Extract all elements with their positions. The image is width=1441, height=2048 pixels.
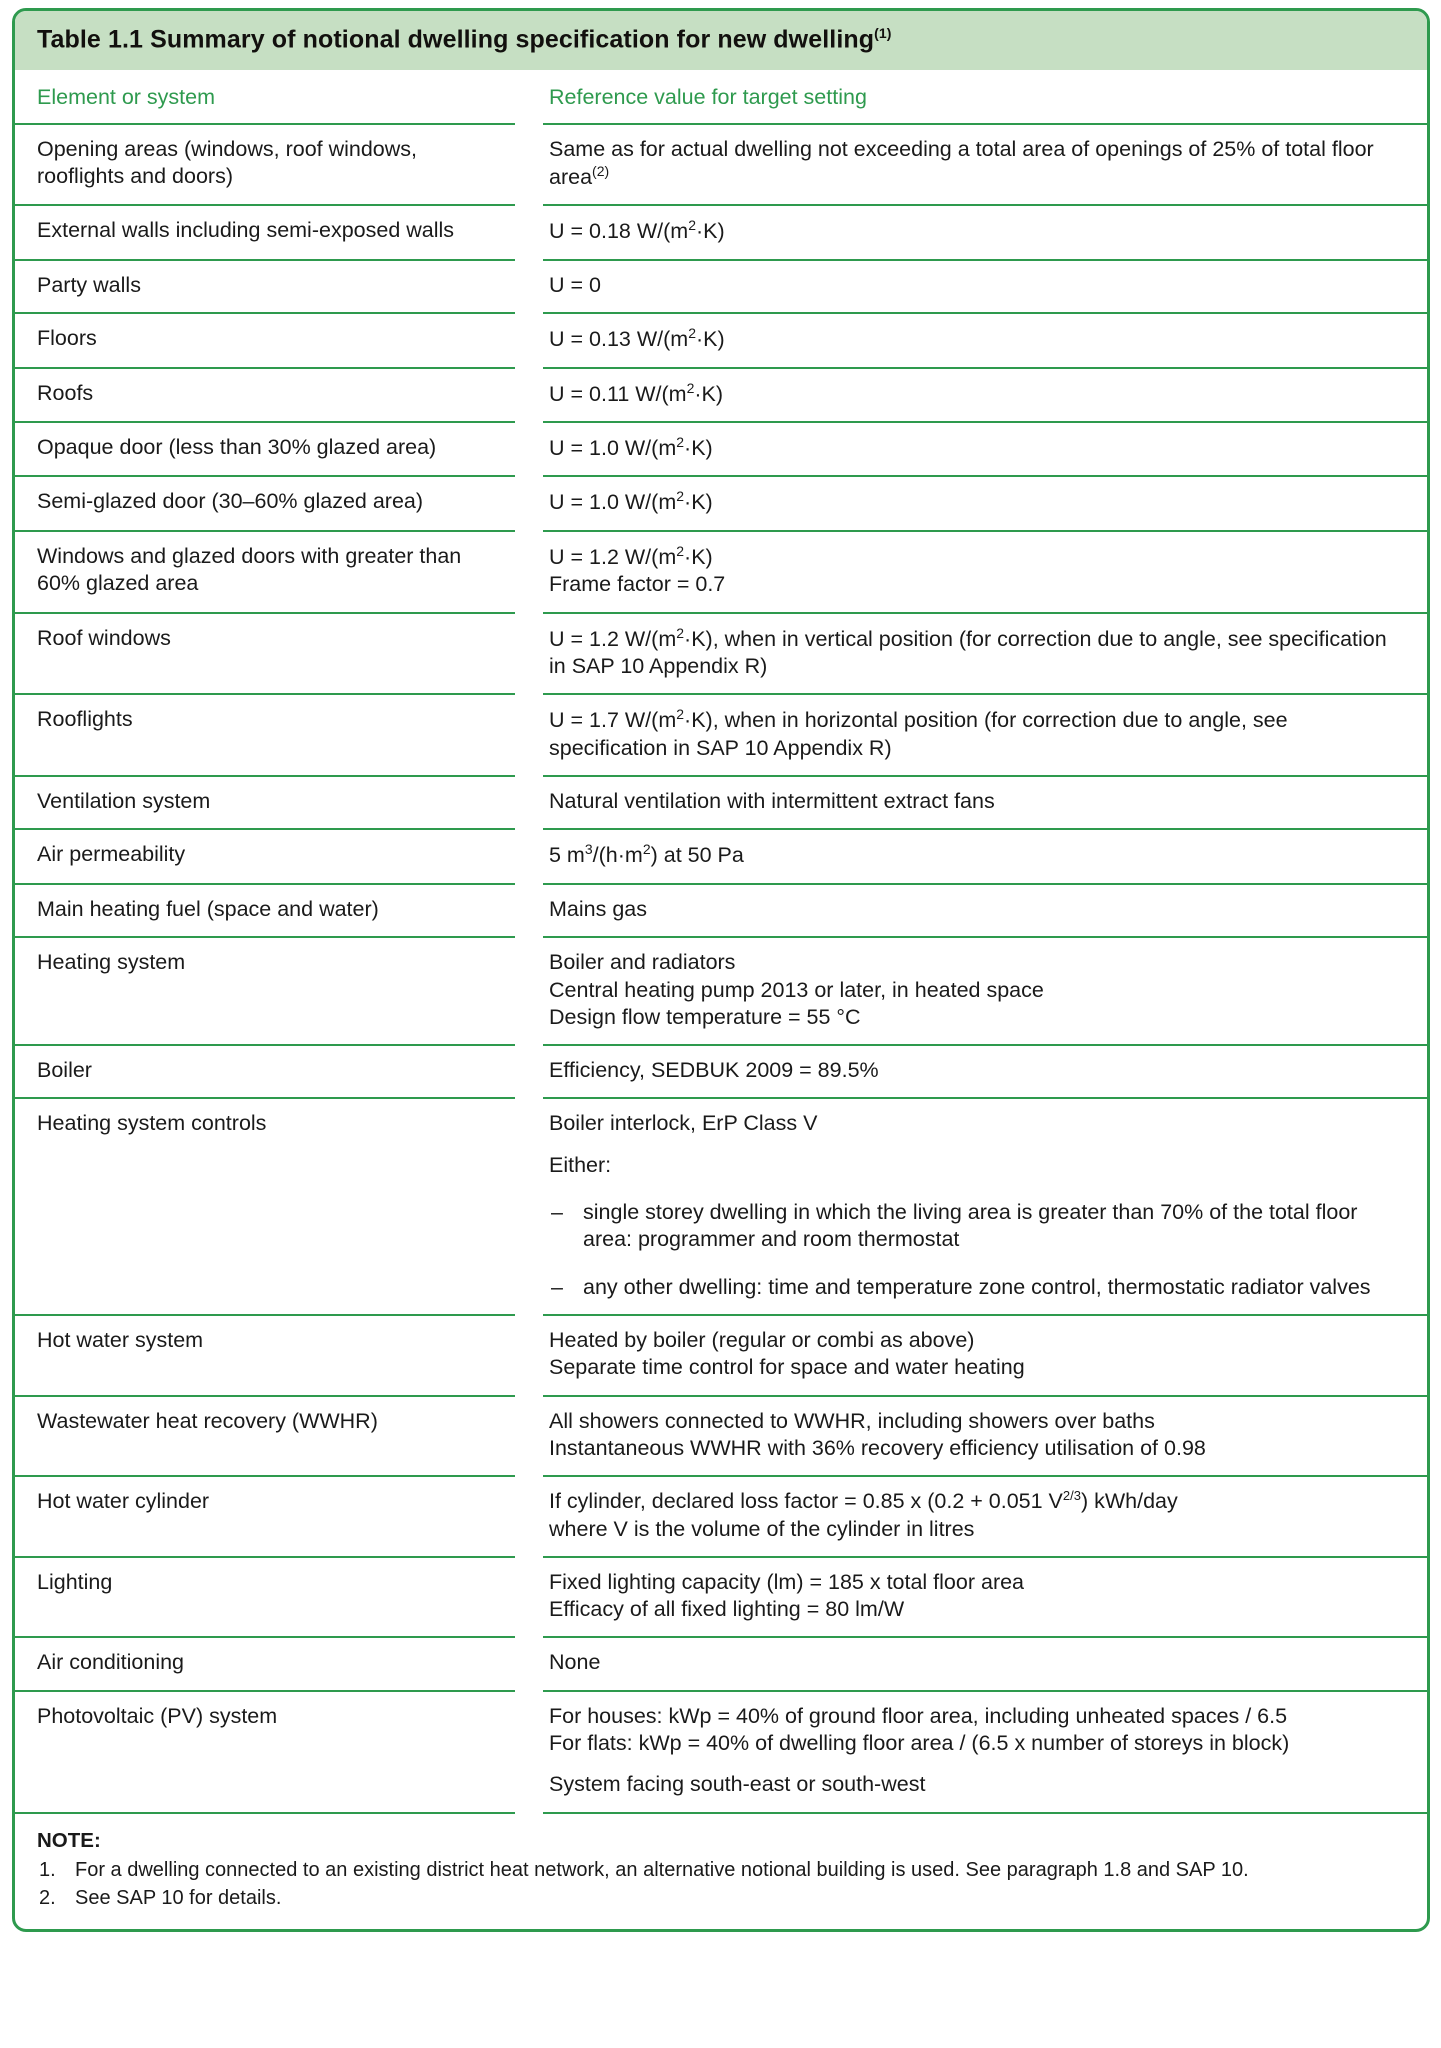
table-row: [15, 1396, 1427, 1477]
value-line: None: [549, 1650, 601, 1675]
formula-suffix: ) kWh/day: [1080, 1489, 1178, 1514]
row-element-label: Air permeability: [15, 829, 515, 883]
note-item: [37, 1857, 1405, 1883]
table-title: [15, 11, 1427, 70]
row-element-label: Rooflights: [15, 694, 515, 776]
row-reference-value: [543, 531, 1427, 613]
column-gap: [515, 1396, 543, 1477]
value-line: Separate time control for space and water heating: [549, 1355, 1025, 1380]
column-gap: [515, 124, 543, 206]
value-line: Frame factor = 0.7: [549, 572, 726, 597]
value-line: Efficacy of all fixed lighting = 80 lm/W: [549, 1597, 905, 1622]
row-element-label: Boiler: [15, 1045, 515, 1098]
value-line: Mains gas: [549, 896, 647, 921]
specification-table: [15, 70, 1427, 1813]
row-element-label: Party walls: [15, 260, 515, 313]
table-row: [15, 1637, 1427, 1690]
controls-option-list: [549, 1199, 1403, 1301]
column-gap: [515, 368, 543, 422]
column-gap: [515, 1045, 543, 1098]
value-footnote-ref: (2): [592, 162, 610, 179]
table-row: [15, 422, 1427, 476]
column-gap: [515, 1691, 543, 1813]
row-reference-value: [543, 776, 1427, 829]
row-reference-value: [543, 368, 1427, 422]
spec-table-card: [12, 8, 1430, 1932]
row-element-label: Windows and glazed doors with greater than 60% glazed area: [15, 531, 515, 613]
value-line: U = 1.2 $W/(m^2\cdot K)$: [549, 542, 713, 570]
row-element-label: Main heating fuel (space and water): [15, 884, 515, 937]
row-element-label: Semi-glazed door (30–60% glazed area): [15, 476, 515, 530]
row-reference-value: [543, 1691, 1427, 1813]
value-line: Fixed lighting capacity (lm) = 185 x total floor area: [549, 1569, 1025, 1594]
column-gap: [515, 1315, 543, 1396]
value-line: Design flow temperature = 55 °C: [549, 1004, 861, 1029]
row-element-label: External walls including semi-exposed walls: [15, 205, 515, 259]
column-gap: [515, 884, 543, 937]
table-row: [15, 937, 1427, 1045]
table-row: [15, 205, 1427, 259]
note-number: 1.: [39, 1859, 56, 1882]
column-gap: [515, 776, 543, 829]
row-element-label: Hot water system: [15, 1315, 515, 1396]
list-item-text: single storey dwelling in which the living area is greater than 70% of the total floor area: programmer and room thermostat: [583, 1200, 1358, 1252]
column-gap: [515, 531, 543, 613]
column-gap: [515, 1098, 543, 1314]
value-line: U = 1.7 $W/(m^2\cdot K)$, when in horizontal position (for correction due to angle, see specification in SAP 10 Appendix R): [549, 706, 1288, 760]
row-element-label: Lighting: [15, 1557, 515, 1638]
row-element-label: Hot water cylinder: [15, 1476, 515, 1557]
table-row: [15, 776, 1427, 829]
row-element-label: Photovoltaic (PV) system: [15, 1691, 515, 1813]
value-line: U = 0.13 $W/(m^2\cdot K)$: [549, 325, 725, 352]
column-gap: [515, 613, 543, 695]
table-row: [15, 368, 1427, 422]
row-reference-value: [543, 1637, 1427, 1690]
formula-prefix: If cylinder, declared loss factor = 0.85 x (0.2 + 0.051 V: [549, 1489, 1063, 1514]
value-line: Instantaneous WWHR with 36% recovery efficiency utilisation of 0.98: [549, 1435, 1206, 1460]
row-element-label: Opaque door (less than 30% glazed area): [15, 422, 515, 476]
row-element-label: Heating system controls: [15, 1098, 515, 1314]
spacer: [549, 1757, 1403, 1771]
table-row: [15, 1045, 1427, 1098]
table-row: [15, 1691, 1427, 1813]
note-list: [37, 1857, 1405, 1911]
table-row: [15, 694, 1427, 776]
table-title-footnote-ref: (1): [874, 25, 892, 41]
value-line: Central heating pump 2013 or later, in heated space: [549, 977, 1044, 1002]
table-row: [15, 260, 1427, 313]
table-row: [15, 313, 1427, 367]
value-line: U = 0.11 $W/(m^2\cdot K)$: [549, 379, 724, 406]
column-header-element: Element or system: [15, 70, 515, 123]
column-gap: [515, 422, 543, 476]
table-row: [15, 1315, 1427, 1396]
row-reference-value: [543, 1557, 1427, 1638]
row-reference-value: [543, 1396, 1427, 1477]
row-reference-value: [543, 613, 1427, 695]
table-row: [15, 1557, 1427, 1638]
note-text: For a dwelling connected to an existing district heat network, an alternative notional building is used. See paragraph 1.8 and SAP 10.: [75, 1859, 1249, 1882]
row-reference-value: [543, 260, 1427, 313]
value-line: U = 1.0 $W/(m^2\cdot K)$: [549, 434, 713, 461]
row-reference-value: [543, 1098, 1427, 1314]
column-gap: [515, 205, 543, 259]
value-line: Boiler interlock, ErP Class V: [549, 1111, 818, 1136]
column-gap: [515, 1557, 543, 1638]
value-line: where V is the volume of the cylinder in litres: [549, 1516, 975, 1541]
row-element-label: Roofs: [15, 368, 515, 422]
row-reference-value: [543, 937, 1427, 1045]
column-gap: [515, 694, 543, 776]
column-gap: [515, 829, 543, 883]
value-line: For flats: kWp = 40% of dwelling floor area / (6.5 x number of storeys in block): [549, 1731, 1290, 1756]
value-line: Boiler and radiators: [549, 950, 736, 975]
value-line: U = 1.2 $W/(m^2\cdot K)$, when in vertical position (for correction due to angle, see specification in SAP 10 Appendix R): [549, 624, 1387, 679]
value-line: U = 1.0 $W/(m^2\cdot K)$: [549, 488, 713, 515]
row-element-label: Ventilation system: [15, 776, 515, 829]
column-gap: [515, 937, 543, 1045]
row-reference-value: [543, 422, 1427, 476]
table-row: [15, 829, 1427, 883]
value-line: All showers connected to WWHR, including showers over baths: [549, 1408, 1155, 1433]
column-gap: [515, 476, 543, 530]
row-reference-value: [543, 884, 1427, 937]
column-gap: [515, 70, 543, 123]
value-line: U = 0: [549, 272, 601, 297]
row-reference-value: [543, 1045, 1427, 1098]
note-text: See SAP 10 for details.: [75, 1887, 282, 1910]
value-line: For houses: kWp = 40% of ground floor area, including unheated spaces / 6.5: [549, 1703, 1288, 1728]
row-reference-value: [543, 694, 1427, 776]
table-row: [15, 1098, 1427, 1314]
value-line-formula: [549, 1488, 1403, 1515]
table-row: [15, 124, 1427, 206]
value-line: Either:: [549, 1152, 612, 1177]
row-reference-value: [543, 124, 1427, 206]
row-reference-value: [543, 1476, 1427, 1557]
note-number: 2.: [39, 1887, 56, 1910]
row-element-label: Opening areas (windows, roof windows, rooflights and doors): [15, 124, 515, 206]
row-element-label: Air conditioning: [15, 1637, 515, 1690]
table-row: [15, 476, 1427, 530]
value-line: 5 $m^3/(h\cdot m^2)$ at 50 Pa: [549, 841, 744, 868]
row-reference-value: [543, 313, 1427, 367]
table-header-row: [15, 70, 1427, 123]
table-row: [15, 1476, 1427, 1557]
table-title-text: Table 1.1 Summary of notional dwelling specification for new dwelling: [37, 25, 875, 54]
row-element-label: Heating system: [15, 937, 515, 1045]
dash-bullet-icon: –: [551, 1274, 563, 1299]
row-reference-value: [543, 476, 1427, 530]
note-item: [37, 1885, 1405, 1911]
table-row: [15, 531, 1427, 613]
row-element-label: Roof windows: [15, 613, 515, 695]
list-item: [549, 1274, 1403, 1301]
row-reference-value: [543, 829, 1427, 883]
table-row: [15, 613, 1427, 695]
column-gap: [515, 1476, 543, 1557]
formula-exponent: 2/3: [1062, 1488, 1081, 1504]
spacer: [549, 1138, 1403, 1152]
dash-bullet-icon: –: [551, 1200, 563, 1225]
row-reference-value: [543, 205, 1427, 259]
row-reference-value: [543, 1315, 1427, 1396]
value-text: Same as for actual dwelling not exceeding a total area of openings of 25% of total floor area: [549, 136, 1374, 190]
row-element-label: Wastewater heat recovery (WWHR): [15, 1396, 515, 1477]
column-header-reference: Reference value for target setting: [543, 70, 1427, 123]
list-item: [549, 1199, 1403, 1254]
table-row: [15, 884, 1427, 937]
column-gap: [515, 313, 543, 367]
table-note: [15, 1814, 1427, 1930]
column-gap: [515, 1637, 543, 1690]
value-line: Efficiency, SEDBUK 2009 = 89.5%: [549, 1058, 879, 1083]
list-item-text: any other dwelling: time and temperature zone control, thermostatic radiator valves: [583, 1274, 1371, 1299]
column-gap: [515, 260, 543, 313]
row-element-label: Floors: [15, 313, 515, 367]
value-line: U = 0.18 $W/(m^2\cdot K)$: [549, 217, 725, 244]
note-title: NOTE:: [37, 1828, 101, 1852]
value-line: Natural ventilation with intermittent extract fans: [549, 789, 995, 814]
value-line: Heated by boiler (regular or combi as above): [549, 1327, 975, 1352]
value-line: System facing south-east or south-west: [549, 1772, 926, 1797]
